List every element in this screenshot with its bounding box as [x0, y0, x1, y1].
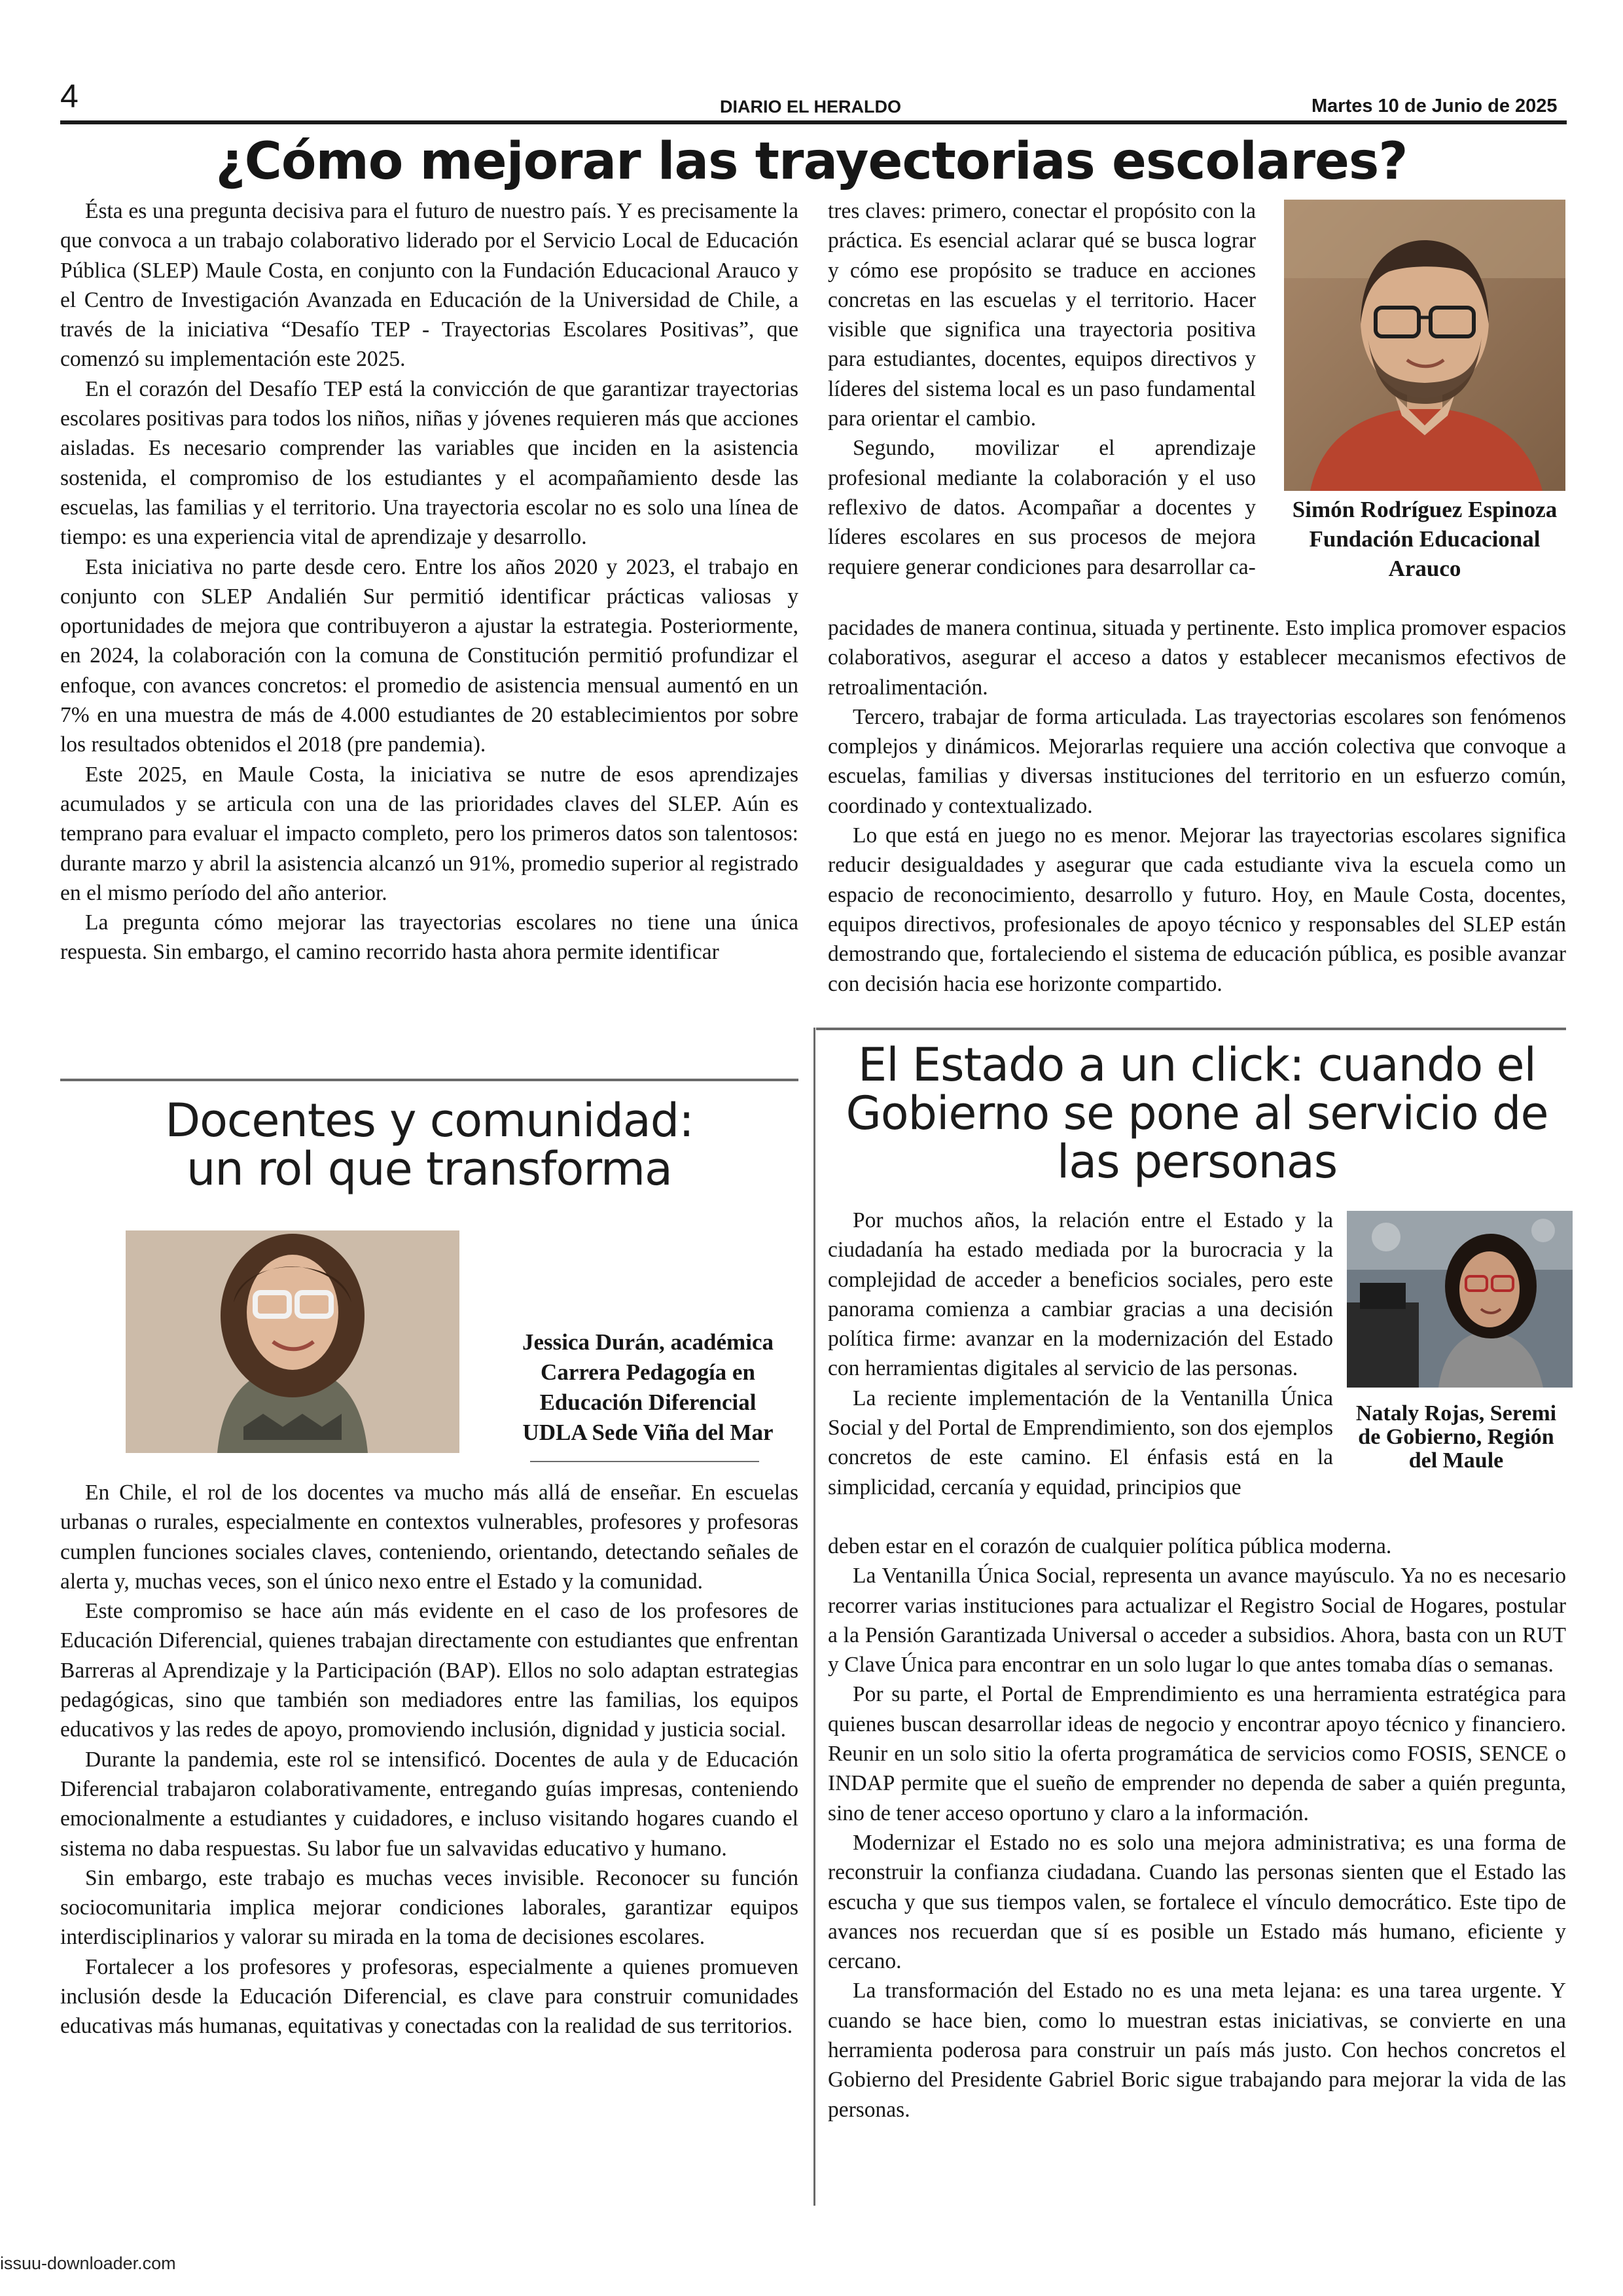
issue-date: Martes 10 de Junio de 2025: [1311, 96, 1558, 117]
nataly-rojas-photo: [1347, 1211, 1573, 1388]
article2-paragraph: Este compromiso se hace aún más evidente en el caso de los profesores de Educación Diferencial, quienes trabajan directamente con estudiantes que enfrentan Barreras al Aprendizaje y la Participación (BAP). Ellos no solo adaptan estrategias pedagógicas, sino que también son mediadores entre las familias, los equipos educativos y las redes de apoyo, promoviendo inclusión, dignidad y justicia social.: [60, 1599, 798, 1742]
article1-paragraph: pacidades de manera continua, situada y pertinente. Esto implica promover espacios colaborativos, asegurar el acceso a datos y establecer mecanismos efectivos de retroalimentación.: [828, 616, 1566, 700]
article1-column-left: [60, 196, 798, 967]
nataly-rojas-caption: [1342, 1402, 1571, 1473]
article1-paragraph: Esta iniciativa no parte desde cero. Entre los años 2020 y 2023, el trabajo en conjunto con SLEP Andalién Sur permitió identificar prácticas valiosas y oportunidades de mejora que contribuyeron a ajustar la estrategia. Posteriormente, en 2024, la colaboración con la comuna de Constitución permitió profundizar el enfoque, con avances concretos: el promedio de asistencia mensual aumentó en un 7% en una muestra de más de 4.000 estudiantes de 20 establecimientos por sobre los resultados obtenidos el 2018 (pre pandemia).: [60, 554, 798, 757]
caption-line: Carrera Pedagogía en: [541, 1359, 755, 1385]
article1-paragraph: Ésta es una pregunta decisiva para el futuro de nuestro país. Y es precisamente la que convoca a un trabajo colaborativo liderado por el Servicio Local de Educación Pública (SLEP) Maule Costa, en conjunto con la Fundación Educacional Arauco y el Centro de Investigación Avanzada en Educación de la Universidad de Chile, a través de la iniciativa “Desafío TEP - Trayectorias Escolares Positivas”, que comenzó su implementación este 2025.: [60, 199, 798, 372]
article1-title: ¿Cómo mejorar las trayectorias escolares?: [215, 132, 1408, 191]
article3-paragraph: La transformación del Estado no es una meta lejana: es una tarea urgente. Y cuando se hace bien, como lo muestran estas iniciativas, se convierte en una herramienta poderosa para construir un país más justo. Con hechos concretos el Gobierno del Presidente Gabriel Boric sigue trabajando para mejorar la vida de las personas.: [828, 1979, 1566, 2122]
column-divider: [813, 1028, 815, 2206]
simon-rodriguez-caption: [1279, 495, 1570, 583]
jessica-duran-photo: [126, 1230, 459, 1453]
newspaper-name: DIARIO EL HERALDO: [720, 97, 902, 117]
article1-paragraph: Este 2025, en Maule Costa, la iniciativa se nutre de esos aprendizajes acumulados y se articula con una de las prioridades claves del SLEP. Aún es temprano para evaluar el impacto completo, pero los primeros datos son talentosos: durante marzo y abril la asistencia alcanzó un 91%, promedio superior al registrado en el mismo período del año anterior.: [60, 762, 798, 905]
title-line: las personas: [1056, 1135, 1338, 1189]
section-divider: [816, 1028, 1566, 1030]
article2-body: [60, 1478, 798, 2041]
watermark: issuu-downloader.com: [0, 2253, 176, 2273]
title-line: un rol que transforma: [187, 1142, 672, 1196]
article1-column-right-wrap: [828, 196, 1256, 582]
caption-line: Arauco: [1388, 556, 1461, 581]
article1-paragraph: Tercero, trabajar de forma articulada. Las trayectorias escolares son fenómenos complejos y dinámicos. Mejorarlas requiere una acción colectiva que convoque a escuelas, familias y diversas instituciones del territorio en un esfuerzo común, coordinado y contextualizado.: [828, 704, 1566, 818]
caption-line: de Gobierno, Región: [1358, 1425, 1554, 1449]
caption-line: Educación Diferencial: [539, 1390, 757, 1415]
title-line: Gobierno se pone al servicio de: [846, 1086, 1548, 1140]
article2-paragraph: Durante la pandemia, este rol se intensificó. Docentes de aula y de Educación Diferencial trabajaron colaborativamente, entregando guías impresas, conteniendo emocionalmente a estudiantes y cuidadores, e incluso visitando hogares cuando el sistema no daba respuestas. Su labor fue un salvavidas educativo y humano.: [60, 1747, 798, 1861]
title-line: El Estado a un click: cuando el: [858, 1038, 1536, 1092]
article3-title: [828, 1038, 1566, 1189]
article2-paragraph: En Chile, el rol de los docentes va mucho más allá de enseñar. En escuelas urbanas o rurales, especialmente en contextos vulnerables, profesores y profesoras cumplen funciones sociales claves, conteniendo, orientando, detectando señales de alerta y, muchas veces, son el único nexo entre el Estado y la comunidad.: [60, 1480, 798, 1594]
caption-line: Jessica Durán, académica: [522, 1329, 774, 1355]
article2-title: [60, 1094, 798, 1196]
title-line: Docentes y comunidad:: [165, 1094, 694, 1147]
page-number: 4: [60, 78, 79, 115]
article1-paragraph: En el corazón del Desafío TEP está la convicción de que garantizar trayectorias escolares positivas para todos los niños, niñas y jóvenes requieren más que acciones aisladas. Es necesario comprender las variables que inciden en la asistencia sostenida, el compromiso de los estudiantes y el acompañamiento desde las escuelas, las familias y el territorio. Una trayectoria escolar no es solo una línea de tiempo: es una experiencia vital de aprendizaje y desarrollo.: [60, 376, 798, 550]
article1-paragraph: Lo que está en juego no es menor. Mejorar las trayectorias escolares significa reducir desigualdades y asegurar que cada estudiante viva la escuela como un espacio de reconocimiento, desarrollo y futuro. Hoy, en Maule Costa, docentes, equipos directivos, profesionales de apoyo técnico y responsables del SLEP están demostrando que, fortaleciendo el sistema de educación pública, es posible avanzar con decisión hacia ese horizonte compartido.: [828, 823, 1566, 996]
caption-line: Fundación Educacional: [1309, 526, 1541, 552]
article3-paragraph: La reciente implementación de la Ventanilla Única Social y del Portal de Emprendimiento, son dos ejemplos concretos de este camino. El énfasis está en la simplicidad, cercanía y equidad, principios que: [828, 1386, 1333, 1499]
caption-underline: [530, 1461, 759, 1462]
article1-paragraph: Segundo, movilizar el aprendizaje profesional mediante la colaboración y el uso reflexivo de datos. Acompañar a docentes y líderes escolares en sus procesos de mejora requiere generar condiciones para desarrollar ca-: [828, 436, 1256, 579]
article3-paragraph: Modernizar el Estado no es solo una mejora administrativa; es una forma de reconstruir la confianza ciudadana. Cuando las personas sienten que el Estado las escucha y que sus tiempos valen, se fortalece el vínculo democrático. Este tipo de avances nos recuerdan que sí es posible un Estado más humano, eficiente y cercano.: [828, 1830, 1566, 1974]
article2-paragraph: Fortalecer a los profesores y profesoras, especialmente a quienes promueven inclusión desde la Educación Diferencial, es clave para construir comunidades educativas más humanas, equitativas y conectadas con la realidad de sus territorios.: [60, 1954, 798, 2039]
article3-paragraph: deben estar en el corazón de cualquier política pública moderna.: [828, 1534, 1392, 1558]
caption-line: Nataly Rojas, Seremi: [1355, 1401, 1557, 1426]
article1-column-right-full: [828, 613, 1566, 999]
caption-line: Simón Rodríguez Espinoza: [1292, 497, 1558, 522]
caption-line: del Maule: [1408, 1448, 1504, 1473]
article3-body-full: [828, 1532, 1566, 2125]
simon-rodriguez-photo: [1284, 200, 1565, 491]
article1-paragraph: La pregunta cómo mejorar las trayectorias escolares no tiene una única respuesta. Sin embargo, el camino recorrido hasta ahora permite identificar: [60, 910, 798, 965]
article1-paragraph: tres claves: primero, conectar el propósito con la práctica. Es esencial aclarar qué se busca lograr y cómo ese propósito se traduce en acciones concretas en las escuelas y el territorio. Hacer visible que significa una trayectoria positiva para estudiantes, docentes, equipos directivos y líderes del sistema local es un paso fundamental para orientar el cambio.: [828, 199, 1256, 431]
article3-paragraph: Por su parte, el Portal de Emprendimiento es una herramienta estratégica para quienes buscan desarrollar ideas de negocio y encontrar apoyo técnico y financiero. Reunir en un solo sitio la oferta programática de servicios como FOSIS, SENCE o INDAP permite que el sueño de emprender no dependa de saber a quién pregunta, sino de tener acceso oportuno y claro a la información.: [828, 1682, 1566, 1825]
article3-paragraph: La Ventanilla Única Social, representa un avance mayúsculo. Ya no es necesario recorrer varias instituciones para actualizar el Registro Social de Hogares, postular a la Pensión Garantizada Universal o acceder a subsidios. Ahora, basta con un RUT y Clave Única para encontrar en un solo lugar lo que antes tomaba días o semanas.: [828, 1564, 1566, 1677]
article3-body-wrap: [828, 1206, 1333, 1502]
section-divider: [60, 1079, 798, 1081]
article3-paragraph: Por muchos años, la relación entre el Estado y la ciudadanía ha estado mediada por la burocracia y la complejidad de acceder a beneficios sociales, pero este panorama comienza a cambiar gracias a una decisión política firme: avanzar en la modernización del Estado con herramientas digitales al servicio de las personas.: [828, 1208, 1333, 1381]
caption-line: UDLA Sede Viña del Mar: [522, 1420, 774, 1445]
jessica-duran-caption: [497, 1327, 798, 1448]
article2-paragraph: Sin embargo, este trabajo es muchas veces invisible. Reconocer su función sociocomunitaria implica mejorar condiciones laborales, garantizar equipos interdisciplinarios y valorar su mirada en la toma de decisiones escolares.: [60, 1865, 798, 1950]
header-rule: [60, 120, 1567, 124]
